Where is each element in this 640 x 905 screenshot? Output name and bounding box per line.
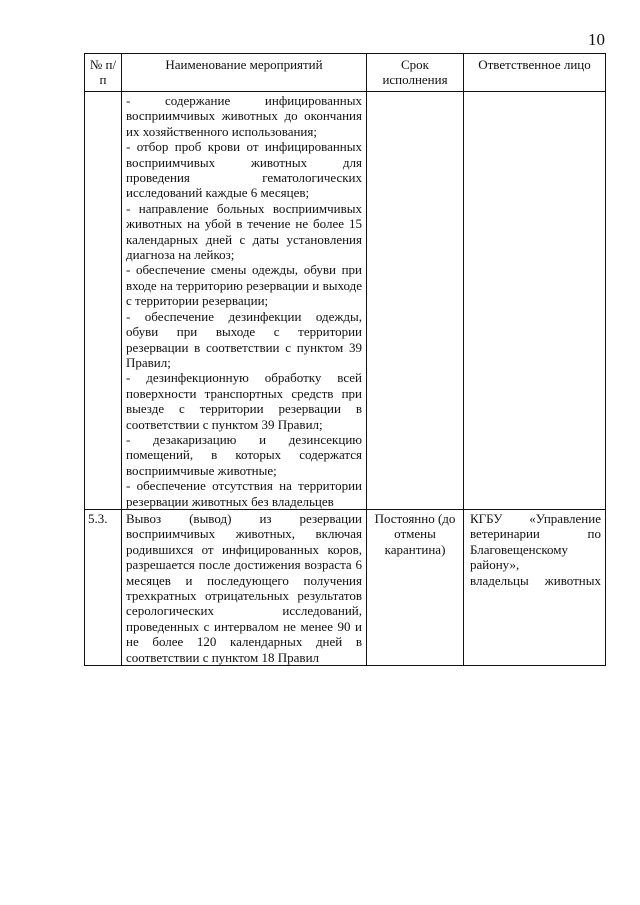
cell-num-empty: [85, 92, 122, 510]
responsible-org: КГБУ «Управление ветеринарии по Благовещенскому району»,: [470, 510, 601, 573]
cell-term-empty: [367, 92, 464, 510]
cell-name-continuation: [122, 92, 367, 510]
measures-list: [122, 92, 366, 509]
list-item: - дезакаризацию и дезинсекцию помещений, в которых содержатся восприимчивые животные;: [126, 431, 362, 478]
table-row: [85, 92, 606, 510]
list-item: - обеспечение смены одежды, обуви при входе на территорию резервации и выходе с территории резервации;: [126, 262, 362, 309]
cell-name: [122, 509, 367, 665]
responsible-owners: владельцы животных: [470, 572, 601, 588]
table-header-row: [85, 54, 606, 92]
table-row: [85, 509, 606, 665]
list-item: - направление больных восприимчивых животных на убой в течение не более 15 календарных дней с даты установления диагноза на лейкоз;: [126, 200, 362, 263]
list-item: - дезинфекционную обработку всей поверхности транспортных средств при выезде с территории резервации в соответствии с пунктом 39 Правил;: [126, 370, 362, 432]
list-item: - обеспечение отсутствия на территории резервации животных без владельцев: [126, 478, 362, 509]
header-num: № п/п: [85, 54, 122, 92]
term-text: Постоянно (до отмены карантина): [374, 510, 456, 557]
list-item: - обеспечение дезинфекции одежды, обуви при выходе с территории резервации в соответствии с пунктом 39 Правил;: [126, 308, 362, 370]
responsible-text: [470, 511, 601, 588]
header-term: Срок исполнения: [367, 54, 464, 92]
cell-responsible-empty: [464, 92, 606, 510]
page-number: 10: [588, 30, 605, 49]
header-name: Наименование мероприятий: [122, 54, 367, 92]
header-responsible: Ответственное лицо: [464, 54, 606, 92]
list-item: - содержание инфицированных восприимчивых животных до окончания их хозяйственного использования;: [126, 93, 362, 139]
measure-text: Вывоз (вывод) из резервации восприимчивых животных, включая родившихся от инфицированных коров, разрешается после достижения возраста 6 месяцев и последующего получения трехкратных отрицательных результатов серологических исследований, проведенных с интервалом не менее 90 и не более 120 календарных дней в соответствии с пунктом 18 Правил: [126, 510, 362, 665]
cell-term: [367, 509, 464, 665]
cell-num: 5.3.: [85, 509, 122, 665]
cell-responsible: [464, 509, 606, 665]
measures-table: [84, 53, 606, 666]
list-item: - отбор проб крови от инфицированных восприимчивых животных для проведения гематологических исследований каждые 6 месяцев;: [126, 139, 362, 201]
